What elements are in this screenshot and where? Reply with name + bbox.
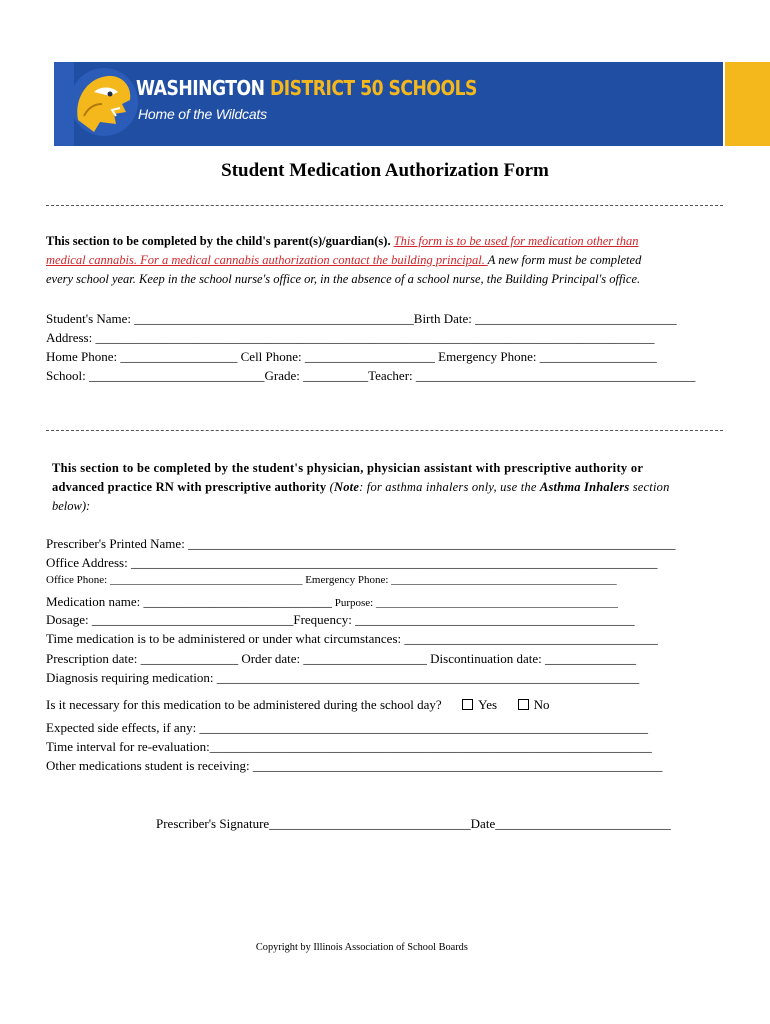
parent-section-intro-line2: medical cannabis. For a medical cannabis authorization contact the building principal. A new form must be completed [46, 253, 642, 267]
administration-time-field[interactable]: Time medication is to be administered or under what circumstances: _______________________________________ [46, 631, 658, 646]
yes-checkbox[interactable]: Yes [462, 697, 497, 712]
dosage-frequency-field[interactable]: Dosage: _______________________________Frequency: ___________________________________________ [46, 612, 635, 627]
divider [46, 205, 723, 206]
student-name-birth-field[interactable]: Student's Name: ___________________________________________Birth Date: _______________________________ [46, 311, 677, 326]
office-phone-field[interactable]: Office Phone: ___________________________________ Emergency Phone: _________________________________________ [46, 574, 617, 586]
checkbox-icon [518, 699, 529, 710]
prescriber-name-field[interactable]: Prescriber's Printed Name: ___________________________________________________________________________ [46, 536, 676, 551]
medication-purpose-row[interactable] [46, 593, 618, 611]
physician-section-intro-line3: below): [52, 499, 91, 513]
office-address-field[interactable]: Office Address: _________________________________________________________________________________ [46, 555, 658, 570]
reevaluation-interval-field[interactable]: Time interval for re-evaluation:____________________________________________________________________ [46, 739, 652, 754]
prescriber-signature-field[interactable]: Prescriber's Signature_______________________________Date___________________________ [156, 816, 671, 831]
school-grade-teacher-field[interactable]: School: ___________________________Grade: __________Teacher: ___________________________________________ [46, 368, 696, 383]
form-title: Student Medication Authorization Form [221, 160, 549, 181]
purpose-field[interactable]: Purpose: ____________________________________________ [331, 597, 618, 609]
physician-section-intro-line2: advanced practice RN with prescriptive authority (Note: for asthma inhalers only, use the Asthma Inhalers section [52, 480, 670, 494]
district-tagline: Home of the Wildcats [138, 106, 267, 122]
phone-fields[interactable]: Home Phone: __________________ Cell Phone: ____________________ Emergency Phone: __________________ [46, 349, 657, 364]
divider [46, 430, 723, 431]
other-medications-field[interactable]: Other medications student is receiving: _______________________________________________________________ [46, 758, 663, 773]
parent-section-intro: This section to be completed by the child's parent(s)/guardian(s). This form is to be used for medication other than [46, 234, 639, 248]
side-effects-field[interactable]: Expected side effects, if any: _____________________________________________________________________ [46, 720, 649, 735]
parent-section-intro-line3: every school year. Keep in the school nurse's office or, in the absence of a school nurse, the Building Principal's office. [46, 272, 641, 286]
medication-name-field[interactable]: Medication name: _____________________________ [46, 594, 332, 609]
header-banner [54, 62, 723, 146]
wildcat-logo-icon [64, 64, 140, 142]
no-checkbox[interactable]: No [518, 697, 550, 712]
address-field[interactable]: Address: ______________________________________________________________________________________ [46, 330, 655, 345]
district-name: WASHINGTON DISTRICT 50 SCHOOLS [136, 76, 477, 100]
physician-section-intro: This section to be completed by the student's physician, physician assistant with prescriptive authority or [52, 461, 644, 475]
copyright-footer: Copyright by Illinois Association of School Boards [255, 941, 468, 953]
school-day-question: Is it necessary for this medication to be administered during the school day? Yes No [46, 697, 550, 712]
checkbox-icon [462, 699, 473, 710]
banner-gold-stripe [725, 62, 770, 146]
dates-field[interactable]: Prescription date: _______________ Order date: ___________________ Discontinuation date: ______________ [46, 651, 636, 666]
diagnosis-field[interactable]: Diagnosis requiring medication: _________________________________________________________________ [46, 670, 640, 685]
